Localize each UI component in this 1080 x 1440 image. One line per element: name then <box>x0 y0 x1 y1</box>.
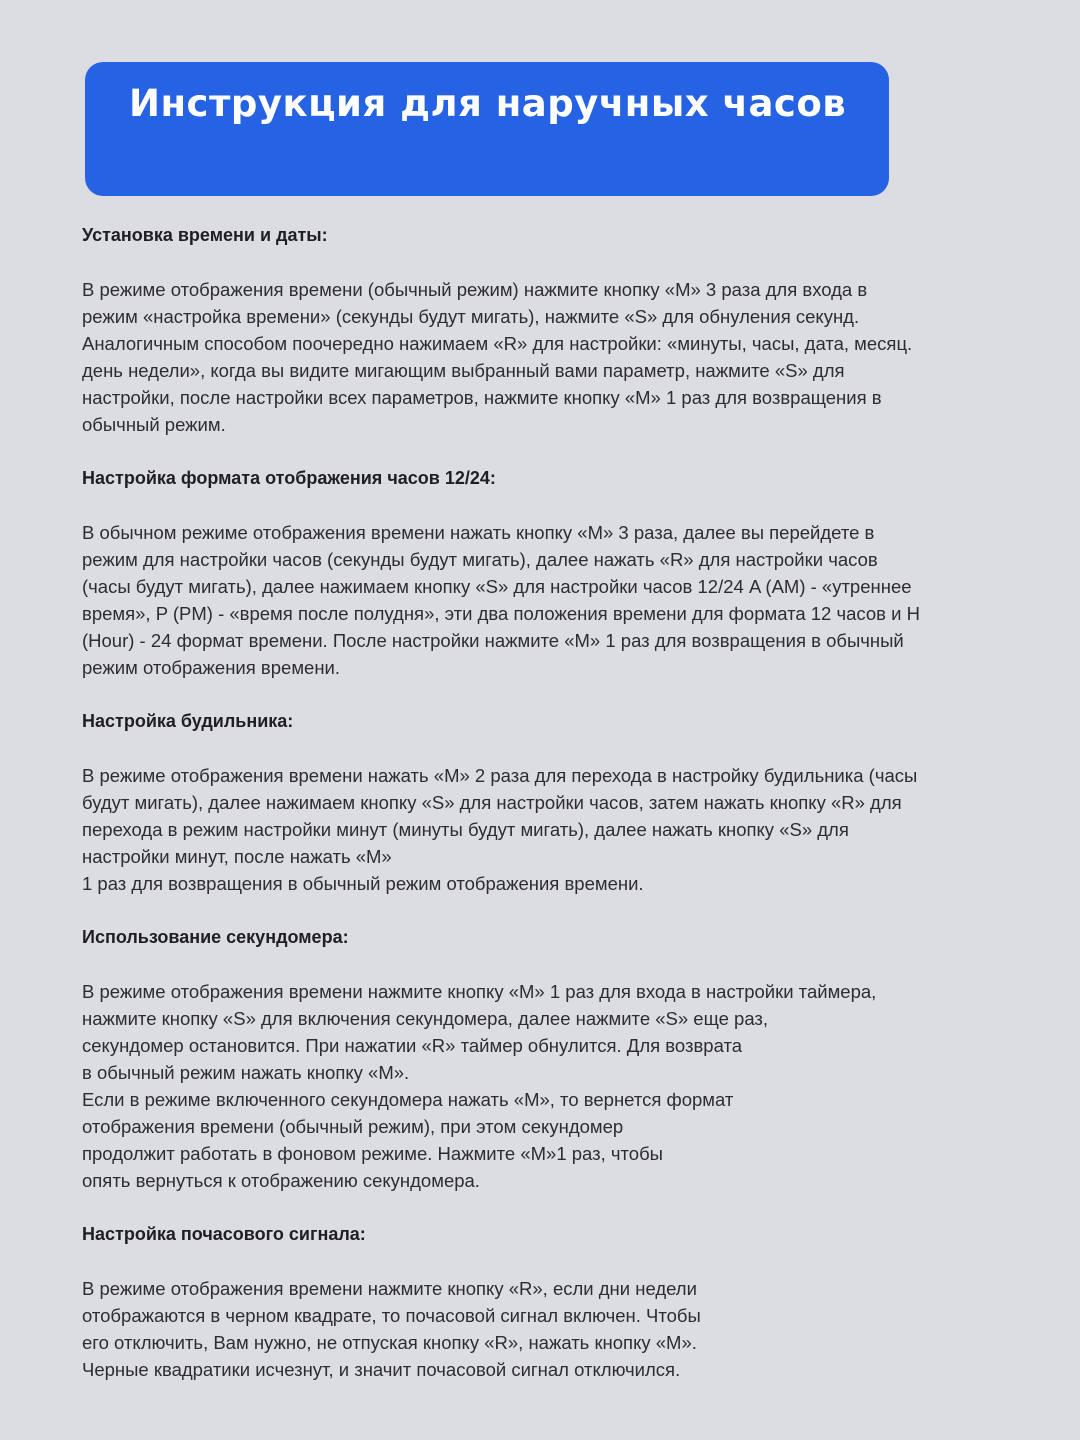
text-line: время», P (PM) - «время после полудня», эти два положения времени для формата 12 часов и H <box>82 603 920 624</box>
text-line: в обычный режим нажать кнопку «M». <box>82 1062 410 1083</box>
section-heading: Установка времени и даты: <box>82 225 328 245</box>
instructions-content <box>82 222 1002 1410</box>
text-line: его отключить, Вам нужно, не отпуская кнопку «R», нажать кнопку «M». <box>82 1332 697 1353</box>
section-body <box>82 1275 1002 1383</box>
text-line: день недели», когда вы видите мигающим выбранный вами параметр, нажмите «S» для <box>82 360 845 381</box>
section-hourly-chime <box>82 1221 1002 1383</box>
text-line: В обычном режиме отображения времени нажать кнопку «M» 3 раза, далее вы перейдете в <box>82 522 875 543</box>
text-line: отображения времени (обычный режим), при этом секундомер <box>82 1116 624 1137</box>
text-line: настройки, после настройки всех параметров, нажмите кнопку «M» 1 раз для возвращения в <box>82 387 882 408</box>
section-time-date <box>82 222 1002 438</box>
text-line: режим для настройки часов (секунды будут мигать), далее нажать «R» для настройки часов <box>82 549 878 570</box>
text-line: обычный режим. <box>82 414 226 435</box>
text-line: В режиме отображения времени нажмите кнопку «R», если дни недели <box>82 1278 697 1299</box>
section-body <box>82 978 1002 1194</box>
section-stopwatch <box>82 924 1002 1194</box>
section-heading: Настройка будильника: <box>82 711 294 731</box>
section-heading: Настройка формата отображения часов 12/24: <box>82 468 496 488</box>
section-12-24-format <box>82 465 1002 681</box>
text-line: отображаются в черном квадрате, то почасовой сигнал включен. Чтобы <box>82 1305 701 1326</box>
text-line: секундомер остановится. При нажатии «R» таймер обнулится. Для возврата <box>82 1035 743 1056</box>
text-line: Аналогичным способом поочередно нажимаем «R» для настройки: «минуты, часы, дата, месяц. <box>82 333 913 354</box>
text-line: В режиме отображения времени нажать «M» 2 раза для перехода в настройку будильника (часы <box>82 765 918 786</box>
text-line: будут мигать), далее нажимаем кнопку «S» для настройки часов, затем нажать кнопку «R» для <box>82 792 902 813</box>
text-line: опять вернуться к отображению секундомера. <box>82 1170 480 1191</box>
text-line: (часы будут мигать), далее нажимаем кнопку «S» для настройки часов 12/24 A (AM) - «утреннее <box>82 576 912 597</box>
section-body <box>82 762 1002 897</box>
text-line: нажмите кнопку «S» для включения секундомера, далее нажмите «S» еще раз, <box>82 1008 769 1029</box>
text-line: Черные квадратики исчезнут, и значит почасовой сигнал отключился. <box>82 1359 681 1380</box>
section-heading: Настройка почасового сигнала: <box>82 1224 366 1244</box>
section-body <box>82 519 1002 681</box>
text-line: перехода в режим настройки минут (минуты будут мигать), далее нажать кнопку «S» для <box>82 819 849 840</box>
page-title: Инструкция для наручных часов <box>129 82 847 125</box>
text-line: В режиме отображения времени нажмите кнопку «M» 1 раз для входа в настройки таймера, <box>82 981 877 1002</box>
text-line: (Hour) - 24 формат времени. После настройки нажмите «M» 1 раз для возвращения в обычный <box>82 630 904 651</box>
section-body <box>82 276 1002 438</box>
text-line: 1 раз для возвращения в обычный режим отображения времени. <box>82 873 644 894</box>
section-alarm <box>82 708 1002 897</box>
text-line: Если в режиме включенного секундомера нажать «M», то вернется формат <box>82 1089 734 1110</box>
section-heading: Использование секундомера: <box>82 927 349 947</box>
text-line: режим «настройка времени» (секунды будут мигать), нажмите «S» для обнуления секунд. <box>82 306 860 327</box>
text-line: режим отображения времени. <box>82 657 341 678</box>
text-line: настройки минут, после нажать «M» <box>82 846 392 867</box>
text-line: В режиме отображения времени (обычный режим) нажмите кнопку «M» 3 раза для входа в <box>82 279 868 300</box>
title-banner <box>85 62 889 196</box>
text-line: продолжит работать в фоновом режиме. Нажмите «M»1 раз, чтобы <box>82 1143 663 1164</box>
